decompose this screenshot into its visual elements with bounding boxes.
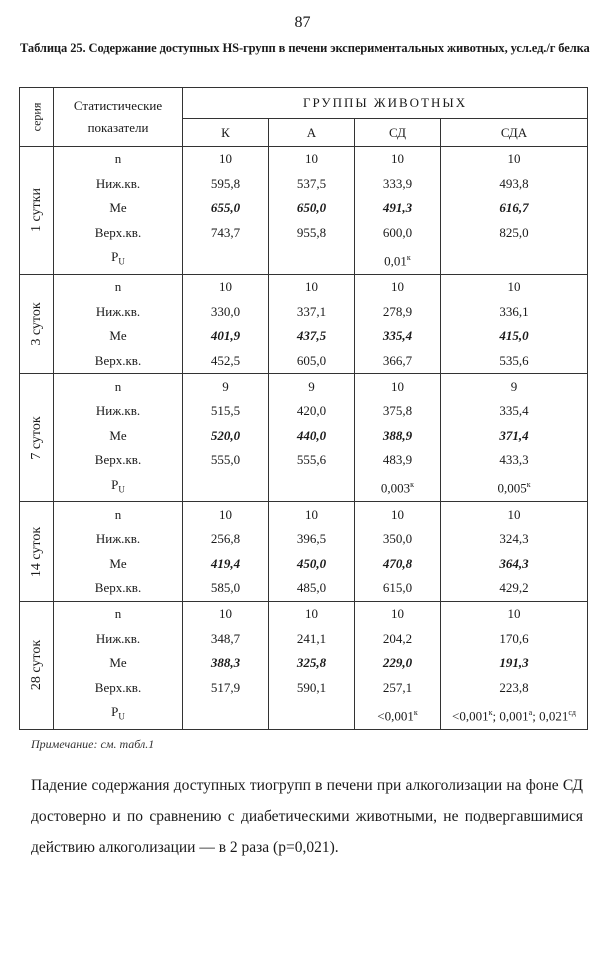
value-cell: 485,0 — [269, 576, 355, 601]
value-cell: 204,2 — [355, 626, 441, 651]
stat-label: n — [54, 374, 183, 399]
value-cell: 366,7 — [355, 349, 441, 374]
value-cell: 470,8 — [355, 552, 441, 577]
seria-label: 7 суток — [28, 416, 44, 460]
value-cell: 515,5 — [183, 399, 269, 424]
stat-label: $P_U$ — [54, 700, 183, 729]
value-cell: 10 — [355, 274, 441, 299]
value-cell: 325,8 — [269, 651, 355, 676]
stat-label: Ниж.кв. — [54, 399, 183, 424]
table-row — [20, 147, 588, 172]
stat-label: Me — [54, 424, 183, 449]
table-row — [20, 245, 588, 274]
value-cell: 10 — [355, 147, 441, 172]
header-col-k: К — [183, 119, 269, 147]
value-cell: 10 — [183, 502, 269, 527]
stat-label: Me — [54, 324, 183, 349]
value-cell: 191,3 — [441, 651, 588, 676]
value-cell: 605,0 — [269, 349, 355, 374]
header-seria — [20, 88, 54, 147]
value-cell: 9 — [269, 374, 355, 399]
value-cell: 375,8 — [355, 399, 441, 424]
value-cell: 450,0 — [269, 552, 355, 577]
stat-label: Ниж.кв. — [54, 172, 183, 197]
stat-label: $P_U$ — [54, 245, 183, 274]
seria-cell — [20, 374, 54, 502]
value-cell: 10 — [441, 147, 588, 172]
value-cell: 241,1 — [269, 626, 355, 651]
value-cell — [183, 700, 269, 729]
value-cell: 415,0 — [441, 324, 588, 349]
value-cell: 364,3 — [441, 552, 588, 577]
table-block — [20, 601, 588, 729]
table-block — [20, 274, 588, 373]
table-row — [20, 601, 588, 626]
value-cell: 257,1 — [355, 675, 441, 700]
table-row — [20, 324, 588, 349]
table-row — [20, 399, 588, 424]
stat-label: n — [54, 502, 183, 527]
table-block — [20, 502, 588, 601]
value-cell: 388,3 — [183, 651, 269, 676]
table-row — [20, 651, 588, 676]
table-row — [20, 424, 588, 449]
table-row — [20, 527, 588, 552]
value-cell: 616,7 — [441, 196, 588, 221]
value-cell: 615,0 — [355, 576, 441, 601]
value-cell: 256,8 — [183, 527, 269, 552]
stat-label: Ниж.кв. — [54, 300, 183, 325]
value-cell: 452,5 — [183, 349, 269, 374]
value-cell: 10 — [269, 502, 355, 527]
header-seria-label: серия — [29, 102, 43, 132]
value-cell: 388,9 — [355, 424, 441, 449]
value-cell: 555,0 — [183, 448, 269, 473]
stat-label: Верх.кв. — [54, 221, 183, 246]
value-cell: 419,4 — [183, 552, 269, 577]
value-cell — [269, 245, 355, 274]
header-groups: ГРУППЫ ЖИВОТНЫХ — [183, 88, 588, 119]
value-cell: 10 — [441, 502, 588, 527]
stat-label: Me — [54, 196, 183, 221]
stat-label: Верх.кв. — [54, 675, 183, 700]
body-paragraph: Падение содержания доступных тиогрупп в печени при алкоголизации на фоне СД достоверно и по сравнению с диабетическими животными, не подвергавшимися действию алкоголизации — в 2 раза (p=0,021). — [31, 777, 583, 856]
value-cell: 350,0 — [355, 527, 441, 552]
value-cell: 825,0 — [441, 221, 588, 246]
value-cell: 336,1 — [441, 300, 588, 325]
table-row — [20, 300, 588, 325]
table-row — [20, 502, 588, 527]
stat-label: Ниж.кв. — [54, 626, 183, 651]
value-cell: 10 — [183, 601, 269, 626]
value-cell: 955,8 — [269, 221, 355, 246]
value-cell: 555,6 — [269, 448, 355, 473]
header-col-sda: СДА — [441, 119, 588, 147]
stat-label: n — [54, 601, 183, 626]
value-cell: 10 — [183, 274, 269, 299]
value-cell: 170,6 — [441, 626, 588, 651]
value-cell: 401,9 — [183, 324, 269, 349]
value-cell: 433,3 — [441, 448, 588, 473]
header-col-sd: СД — [355, 119, 441, 147]
value-cell: 324,3 — [441, 527, 588, 552]
value-cell: 10 — [441, 601, 588, 626]
table-row — [20, 626, 588, 651]
value-cell: 585,0 — [183, 576, 269, 601]
value-cell — [183, 245, 269, 274]
value-cell: 655,0 — [183, 196, 269, 221]
table-row — [20, 221, 588, 246]
table-row — [20, 349, 588, 374]
value-cell: 600,0 — [355, 221, 441, 246]
stat-label: Me — [54, 651, 183, 676]
value-cell: 437,5 — [269, 324, 355, 349]
value-cell: 429,2 — [441, 576, 588, 601]
value-cell: 10 — [355, 601, 441, 626]
table-row — [20, 552, 588, 577]
table-note: Примечание: см. табл.1 — [31, 737, 155, 751]
value-cell: $0,003^к$ — [355, 473, 441, 502]
value-cell: 10 — [269, 147, 355, 172]
value-cell: 10 — [355, 502, 441, 527]
seria-cell — [20, 147, 54, 275]
value-cell: $<0,001^к$; $0,001^а$; $0,021^{сд}$ — [441, 700, 588, 729]
seria-label: 28 суток — [28, 640, 44, 691]
value-cell: 10 — [269, 274, 355, 299]
value-cell: 10 — [183, 147, 269, 172]
value-cell: 10 — [269, 601, 355, 626]
value-cell: 537,5 — [269, 172, 355, 197]
value-cell — [183, 473, 269, 502]
value-cell: 335,4 — [355, 324, 441, 349]
header-col-a: А — [269, 119, 355, 147]
value-cell: 10 — [441, 274, 588, 299]
table-row — [20, 448, 588, 473]
value-cell: 396,5 — [269, 527, 355, 552]
table-block — [20, 147, 588, 275]
stat-label: Верх.кв. — [54, 448, 183, 473]
value-cell: 743,7 — [183, 221, 269, 246]
seria-label: 14 суток — [28, 526, 44, 577]
seria-label: 1 сутки — [28, 188, 44, 233]
value-cell: 595,8 — [183, 172, 269, 197]
value-cell: 333,9 — [355, 172, 441, 197]
value-cell: 491,3 — [355, 196, 441, 221]
value-cell: $0,005^к$ — [441, 473, 588, 502]
value-cell: 335,4 — [441, 399, 588, 424]
value-cell: 9 — [441, 374, 588, 399]
value-cell: 10 — [355, 374, 441, 399]
table-row — [20, 374, 588, 399]
header-stat: Статистические показатели — [54, 88, 183, 147]
table-row — [20, 196, 588, 221]
table-block — [20, 374, 588, 502]
value-cell: 9 — [183, 374, 269, 399]
table-row — [20, 675, 588, 700]
stat-label: n — [54, 147, 183, 172]
table-row — [20, 172, 588, 197]
stat-label: Ниж.кв. — [54, 527, 183, 552]
value-cell — [269, 473, 355, 502]
table-row — [20, 473, 588, 502]
data-table — [19, 87, 588, 730]
stat-label: n — [54, 274, 183, 299]
value-cell: $0,01^к$ — [355, 245, 441, 274]
value-cell: 520,0 — [183, 424, 269, 449]
value-cell — [269, 700, 355, 729]
value-cell: 348,7 — [183, 626, 269, 651]
seria-cell — [20, 502, 54, 601]
value-cell: $<0,001^к$ — [355, 700, 441, 729]
value-cell: 493,8 — [441, 172, 588, 197]
table-caption: Таблица 25. Содержание доступных HS-групп в печени экспериментальных животных, усл.ед./г белка — [20, 41, 590, 55]
seria-cell — [20, 274, 54, 373]
stat-label: Верх.кв. — [54, 349, 183, 374]
stat-label: $P_U$ — [54, 473, 183, 502]
value-cell: 337,1 — [269, 300, 355, 325]
table-row — [20, 700, 588, 729]
value-cell: 278,9 — [355, 300, 441, 325]
value-cell: 223,8 — [441, 675, 588, 700]
value-cell: 590,1 — [269, 675, 355, 700]
value-cell: 517,9 — [183, 675, 269, 700]
value-cell: 330,0 — [183, 300, 269, 325]
seria-cell — [20, 601, 54, 729]
value-cell: 229,0 — [355, 651, 441, 676]
value-cell: 440,0 — [269, 424, 355, 449]
seria-label: 3 суток — [28, 302, 44, 346]
table-row — [20, 274, 588, 299]
value-cell: 371,4 — [441, 424, 588, 449]
page-number: 87 — [294, 14, 311, 31]
value-cell: 535,6 — [441, 349, 588, 374]
value-cell: 650,0 — [269, 196, 355, 221]
value-cell: 483,9 — [355, 448, 441, 473]
value-cell: 420,0 — [269, 399, 355, 424]
value-cell — [441, 245, 588, 274]
table-row — [20, 576, 588, 601]
stat-label: Верх.кв. — [54, 576, 183, 601]
stat-label: Me — [54, 552, 183, 577]
